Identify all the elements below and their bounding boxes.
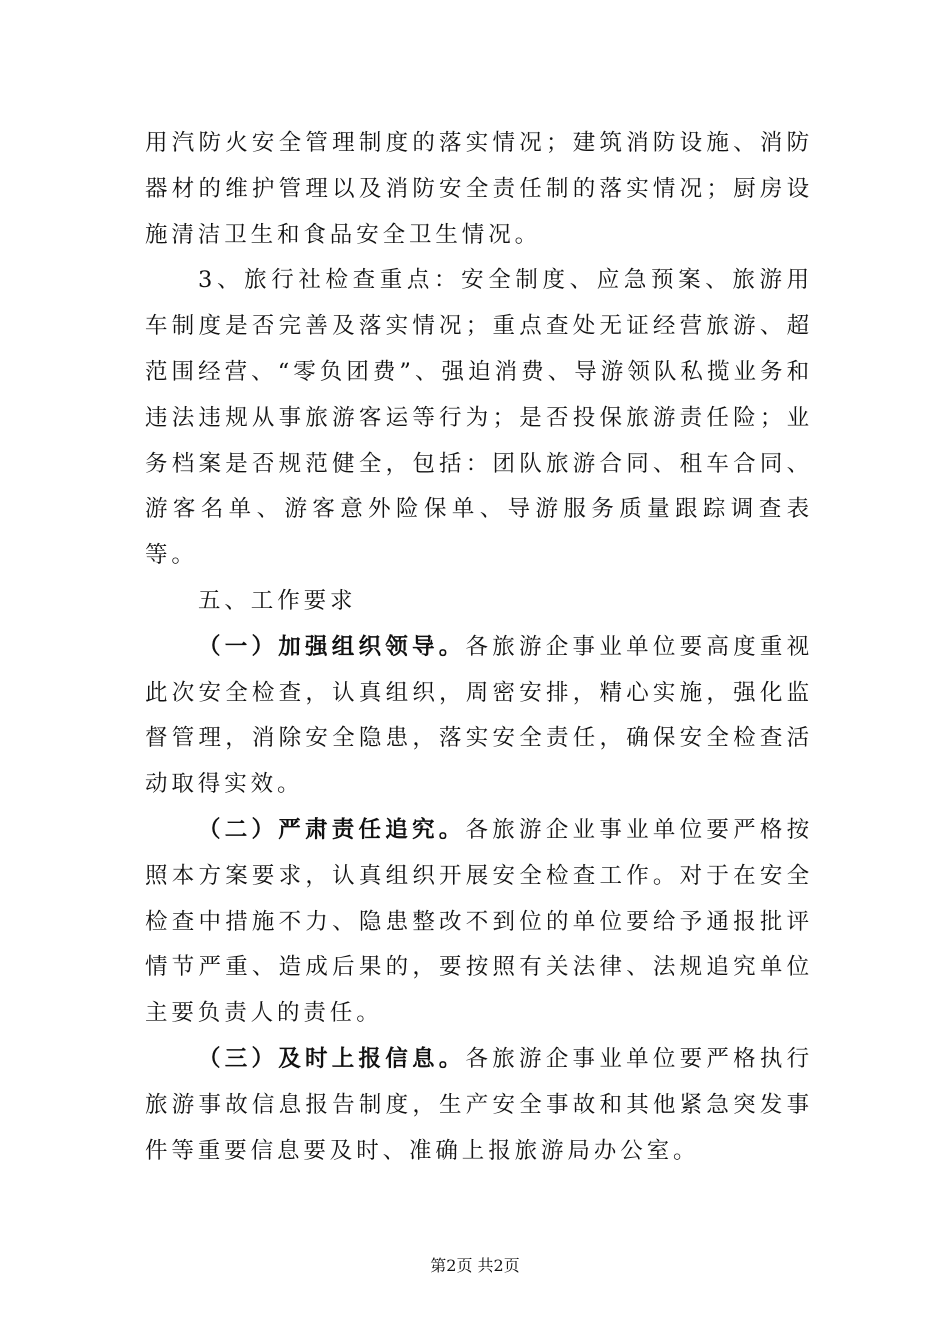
- requirement-lead-2: （二）严肃责任追究。: [198, 816, 466, 843]
- requirement-paragraph-1: [145, 625, 813, 808]
- document-body: [145, 121, 813, 1174]
- requirement-lead-1: （一）加强组织领导。: [198, 633, 466, 660]
- requirement-paragraph-3: [145, 1037, 813, 1174]
- requirement-paragraph-2: [145, 808, 813, 1037]
- continuation-paragraph: 用汽防火安全管理制度的落实情况；建筑消防设施、消防器材的维护管理以及消防安全责任制的落实情况；厨房设施清洁卫生和食品安全卫生情况。: [145, 130, 813, 248]
- requirement-text-2: 各旅游企业事业单位要严格按照本方案要求，认真组织开展安全检查工作。对于在安全检查中措施不力、隐患整改不到位的单位要给予通报批评情节严重、造成后果的，要按照有关法律、法规追究单位主要负责人的责任。: [145, 816, 813, 1027]
- item-paragraph: 3、旅行社检查重点：安全制度、应急预案、旅游用车制度是否完善及落实情况；重点查处无证经营旅游、超范围经营、“零负团费”、强迫消费、导游领队私揽业务和违法违规从事旅游客运等行为；是否投保旅游责任险；业务档案是否规范健全，包括：团队旅游合同、租车合同、游客名单、游客意外险保单、导游服务质量跟踪调查表等。: [145, 267, 813, 569]
- page-number-footer: 第2页 共2页: [430, 1256, 520, 1275]
- section-heading: 五、工作要求: [198, 587, 357, 614]
- requirement-text-3: 各旅游企事业单位要严格执行旅游事故信息报告制度，生产安全事故和其他紧急突发事件等重要信息要及时、准确上报旅游局办公室。: [145, 1045, 813, 1164]
- requirement-text-1: 各旅游企事业单位要高度重视此次安全检查，认真组织，周密安排，精心实施，强化监督管理，消除安全隐患，落实安全责任，确保安全检查活动取得实效。: [145, 633, 813, 798]
- requirement-lead-3: （三）及时上报信息。: [198, 1045, 466, 1072]
